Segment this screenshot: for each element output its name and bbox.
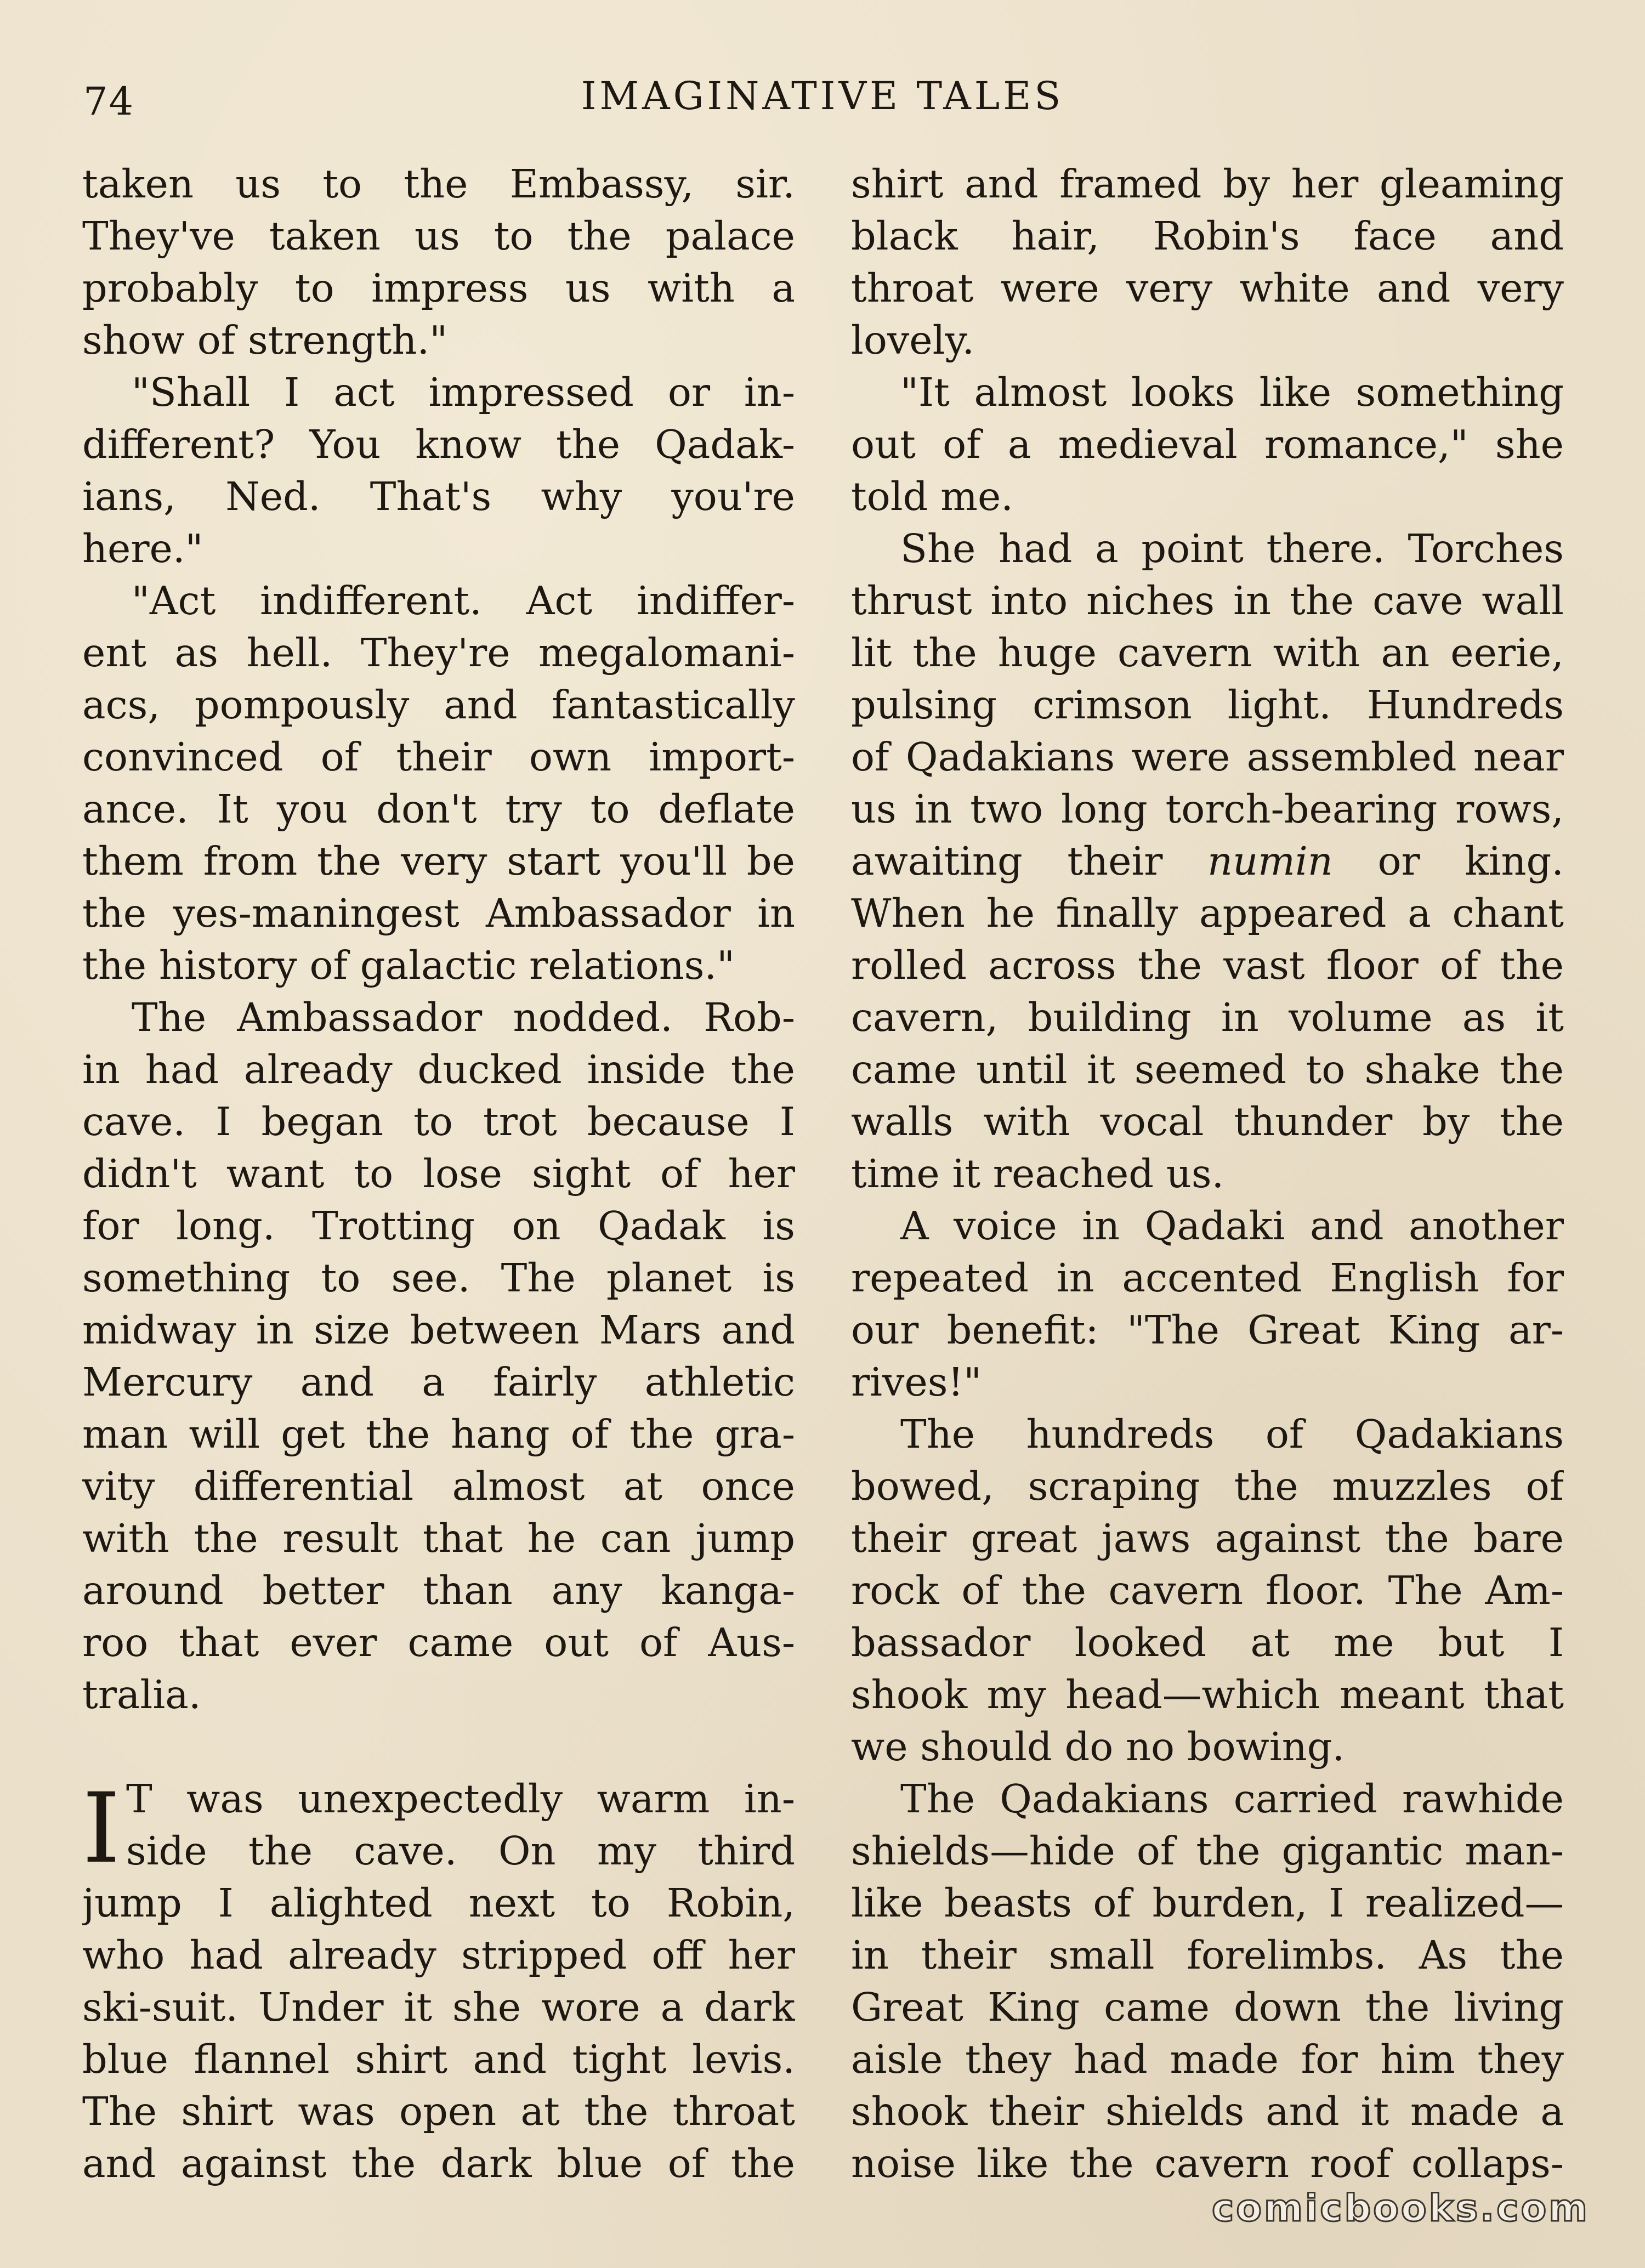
text-line: and against the dark blue of the: [82, 2141, 795, 2186]
text-line: different? You know the Qadak-: [82, 422, 795, 467]
text-line: walls with vocal thunder by the: [851, 1099, 1564, 1144]
text-line: T was unexpectedly warm in-: [126, 1776, 795, 1822]
text-line: bassador looked at me but I: [851, 1620, 1564, 1665]
text-line: A voice in Qadaki and another: [900, 1203, 1564, 1249]
text-line: around better than any kanga-: [82, 1568, 795, 1613]
right-column: [851, 158, 1564, 2190]
text-line: out of a medieval romance," she: [851, 422, 1564, 467]
text-line: like beasts of burden, I realized—: [851, 1880, 1564, 1926]
text-line: the history of galactic relations.": [82, 943, 735, 988]
text-line: told me.: [851, 474, 1013, 519]
text-line: something to see. The planet is: [82, 1255, 795, 1301]
paragraph: [851, 366, 1564, 523]
text-line: repeated in accented English for: [851, 1255, 1564, 1301]
text-line: acs, pompously and fantastically: [82, 682, 795, 728]
paragraph: [82, 575, 795, 991]
text-line: with the result that he can jump: [82, 1516, 795, 1561]
text-line: She had a point there. Torches: [900, 526, 1564, 571]
page-number: 74: [83, 79, 135, 124]
text-line: probably to impress us with a: [82, 265, 795, 311]
text-line: Great King came down the living: [851, 1984, 1564, 2030]
text-line: Mercury and a fairly athletic: [82, 1359, 795, 1405]
text-line: shook my head—which meant that: [851, 1672, 1564, 1717]
text-line: ance. It you don't try to deflate: [82, 786, 795, 832]
paragraph: [851, 158, 1564, 366]
text-line: for long. Trotting on Qadak is: [82, 1203, 795, 1249]
text-line: ent as hell. They're megalomani-: [82, 630, 795, 676]
text-line: rives!": [851, 1359, 982, 1405]
text-line: jump I alighted next to Robin,: [82, 1880, 795, 1926]
section-break: [82, 1721, 795, 1773]
text-line: in their small forelimbs. As the: [851, 1932, 1564, 1978]
paragraph: [851, 1773, 1564, 2190]
paragraph: [82, 366, 795, 575]
text-line: side the cave. On my third: [126, 1828, 795, 1874]
text-line: convinced of their own import-: [82, 734, 795, 780]
site-watermark: comicbooks.com: [1212, 2187, 1590, 2230]
text-line: midway in size between Mars and: [82, 1307, 795, 1353]
text-line: show of strength.": [82, 317, 448, 363]
text-line: The shirt was open at the throat: [82, 2089, 795, 2134]
left-column: [82, 158, 795, 2190]
text-line: "Act indifferent. Act indiffer-: [132, 578, 795, 623]
text-line: They've taken us to the palace: [82, 213, 795, 259]
text-line: here.": [82, 526, 203, 571]
text-line: bowed, scraping the muzzles of: [851, 1464, 1564, 1509]
paragraph: [851, 1408, 1564, 1773]
text-line: throat were very white and very: [851, 265, 1564, 311]
text-line: didn't want to lose sight of her: [82, 1151, 795, 1197]
text-line: aisle they had made for him they: [851, 2037, 1564, 2082]
text-line: man will get the hang of the gra-: [82, 1411, 795, 1457]
text-line: The hundreds of Qadakians: [900, 1411, 1564, 1457]
paragraph: [82, 1773, 795, 2190]
paragraph: [851, 523, 1564, 1200]
text-line: vity differential almost at once: [82, 1464, 795, 1509]
text-line: thrust into niches in the cave wall: [851, 578, 1564, 623]
text-line: their great jaws against the bare: [851, 1516, 1564, 1561]
text-line: "It almost looks like something: [900, 370, 1564, 415]
text-line: pulsing crimson light. Hundreds: [851, 682, 1564, 728]
text-line: came until it seemed to shake the: [851, 1047, 1564, 1092]
text-line: rolled across the vast floor of the: [851, 943, 1564, 988]
text-line: shook their shields and it made a: [851, 2089, 1564, 2134]
paragraph: [82, 158, 795, 366]
paragraph: [82, 991, 795, 1721]
text-line: our benefit: "The Great King ar-: [851, 1307, 1564, 1353]
text-line: The Ambassador nodded. Rob-: [132, 995, 795, 1040]
text-line: roo that ever came out of Aus-: [82, 1620, 795, 1665]
text-line: ski-suit. Under it she wore a dark: [82, 1984, 795, 2030]
text-line: "Shall I act impressed or in-: [132, 370, 795, 415]
text-line: tralia.: [82, 1672, 201, 1717]
text-line: ians, Ned. That's why you're: [82, 474, 795, 519]
text-line: of Qadakians were assembled near: [851, 734, 1564, 780]
text-line: black hair, Robin's face and: [851, 213, 1564, 259]
paragraph: [851, 1200, 1564, 1408]
drop-cap: I: [82, 1772, 121, 1885]
text-line: us in two long torch-bearing rows,: [851, 786, 1564, 832]
text-line: When he finally appeared a chant: [851, 891, 1564, 936]
text-line: cavern, building in volume as it: [851, 995, 1564, 1040]
text-line: [851, 835, 1564, 887]
text-line: we should do no bowing.: [851, 1724, 1345, 1770]
text-line: the yes-maningest Ambassador in: [82, 891, 795, 936]
text-line: in had already ducked inside the: [82, 1047, 795, 1092]
text-line: lovely.: [851, 317, 975, 363]
text-line: blue flannel shirt and tight levis.: [82, 2037, 795, 2082]
running-title: IMAGINATIVE TALES: [581, 73, 1064, 118]
text-line: them from the very start you'll be: [82, 838, 795, 884]
text-line: shields—hide of the gigantic man-: [851, 1828, 1564, 1874]
text-line: taken us to the Embassy, sir.: [82, 161, 795, 207]
text-run: or king.: [1332, 838, 1564, 884]
text-line: noise like the cavern roof collaps-: [851, 2141, 1564, 2186]
text-line: lit the huge cavern with an eerie,: [851, 630, 1564, 676]
text-line: The Qadakians carried rawhide: [900, 1776, 1564, 1822]
text-run: awaiting their: [851, 838, 1208, 884]
text-line: time it reached us.: [851, 1151, 1224, 1197]
text-line: cave. I began to trot because I: [82, 1099, 795, 1144]
italic-word: numin: [1207, 838, 1333, 884]
text-line: rock of the cavern floor. The Am-: [851, 1568, 1564, 1613]
text-line: who had already stripped off her: [82, 1932, 795, 1978]
text-line: shirt and framed by her gleaming: [851, 161, 1564, 207]
